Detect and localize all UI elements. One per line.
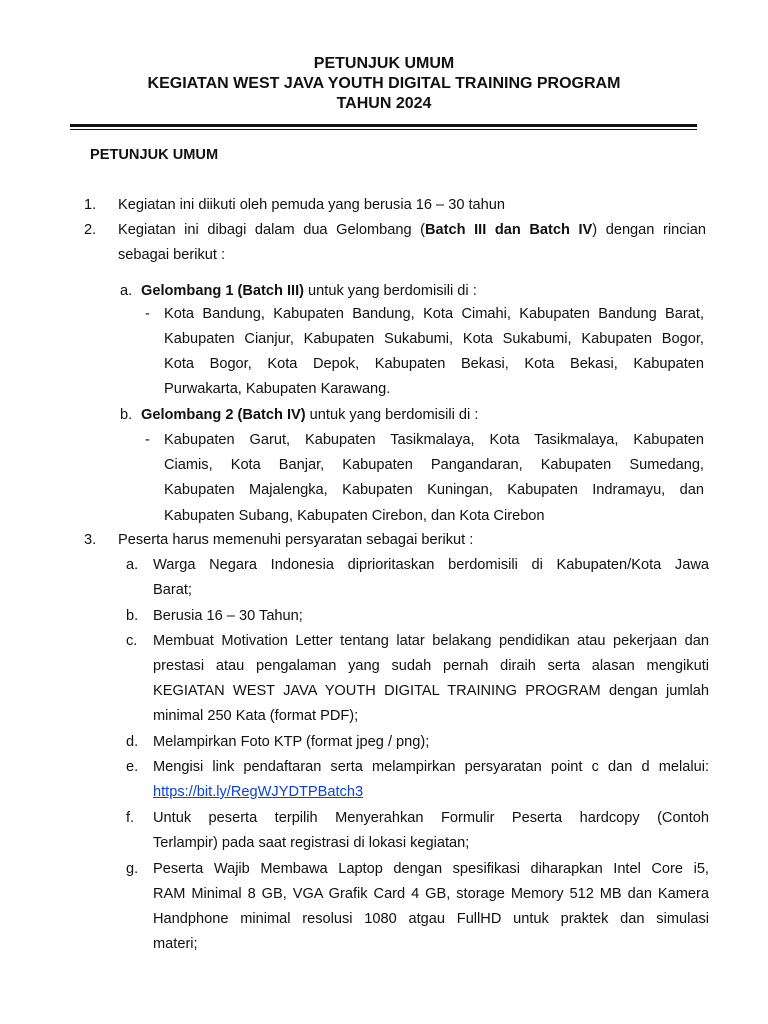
registration-link[interactable]: https://bit.ly/RegWJYDTPBatch3 (153, 784, 364, 800)
item-2b-line: Kabupaten Majalengka, Kabupaten Kuningan, Kabupaten Indramayu, dan (164, 482, 704, 498)
item-2-text-b: ) dengan rincian (592, 222, 706, 238)
item-2a-line: Purwakarta, Kabupaten Karawang. (164, 381, 391, 397)
item-3g-line: Peserta Wajib Membawa Laptop dengan spesifikasi diharapkan Intel Core i5, (153, 861, 709, 877)
item-3g-line: materi; (153, 936, 198, 952)
item-3g-line: RAM Minimal 8 GB, VGA Grafik Card 4 GB, storage Memory 512 MB dan Kamera (153, 886, 709, 902)
item-2-bold: Batch III dan Batch IV (425, 222, 593, 238)
item-3f-line: Terlampir) pada saat registrasi di lokasi kegiatan; (153, 835, 470, 851)
item-2b-line: Kabupaten Garut, Kabupaten Tasikmalaya, Kota Tasikmalaya, Kabupaten (164, 432, 704, 448)
item-3d-line: Melampirkan Foto KTP (format jpeg / png); (153, 734, 430, 750)
item-2a-letter: a. (120, 283, 133, 299)
item-3c-line: prestasi atau pengalaman yang sudah pernah diraih serta alasan mengikuti (153, 658, 709, 674)
item-3c-line: KEGIATAN WEST JAVA YOUTH DIGITAL TRAINING PROGRAM dengan jumlah (153, 683, 709, 699)
item-2-text (118, 218, 706, 244)
item-2b-line: Kabupaten Subang, Kabupaten Cirebon, dan Kota Cirebon (164, 508, 545, 524)
item-2b-text: untuk yang berdomisili di : (305, 407, 479, 423)
item-2a-dash: - (145, 306, 150, 322)
item-2b-dash: - (145, 432, 150, 448)
item-2a-line: Kabupaten Cianjur, Kabupaten Sukabumi, Kota Sukabumi, Kabupaten Bogor, (164, 331, 704, 347)
item-3a-letter: a. (126, 557, 139, 573)
item-2b-line: Ciamis, Kota Banjar, Kabupaten Pangandaran, Kabupaten Sumedang, (164, 457, 704, 473)
item-3g-line: Handphone minimal resolusi 1080 atgau FullHD untuk praktek dan simulasi (153, 911, 709, 927)
header-line-2: KEGIATAN WEST JAVA YOUTH DIGITAL TRAINING PROGRAM (147, 75, 621, 92)
item-2a-bold: Gelombang 1 (Batch III) (141, 283, 304, 299)
item-1-number: 1. (84, 197, 97, 213)
item-3-number: 3. (84, 532, 97, 548)
item-2b-bold: Gelombang 2 (Batch IV) (141, 407, 306, 423)
item-3e-letter: e. (126, 759, 139, 775)
item-2a-line: Kota Bandung, Kabupaten Bandung, Kota Cimahi, Kabupaten Bandung Barat, (164, 306, 704, 322)
item-2a-text: untuk yang berdomisili di : (303, 283, 477, 299)
item-3c-line: Membuat Motivation Letter tentang latar belakang pendidikan atau pekerjaan dan (153, 633, 709, 649)
header-line-1: PETUNJUK UMUM (313, 55, 455, 72)
header-line-3: TAHUN 2024 (336, 95, 432, 112)
item-3a-line: Warga Negara Indonesia diprioritaskan berdomisili di Kabupaten/Kota Jawa (153, 557, 709, 573)
item-3d-letter: d. (126, 734, 139, 750)
item-3f-line: Untuk peserta terpilih Menyerahkan Formulir Peserta hardcopy (Contoh (153, 810, 709, 826)
header-rule-thick (70, 124, 697, 127)
section-heading: PETUNJUK UMUM (90, 147, 219, 163)
item-3c-line: minimal 250 Kata (format PDF); (153, 708, 359, 724)
header-rule-thin (70, 129, 697, 130)
item-3g-letter: g. (126, 861, 139, 877)
item-3b-letter: b. (126, 608, 139, 624)
item-3e-line: Mengisi link pendaftaran serta melampirkan persyaratan point c dan d melalui: (153, 759, 709, 775)
item-2a-line: Kota Bogor, Kota Depok, Kabupaten Bekasi, Kota Bekasi, Kabupaten (164, 356, 704, 372)
item-3a-line: Barat; (153, 582, 192, 598)
item-2b-letter: b. (120, 407, 133, 423)
item-2-text-a: Kegiatan ini dibagi dalam dua Gelombang ( (118, 222, 425, 238)
item-2-number: 2. (84, 222, 97, 238)
item-2b-heading (141, 403, 478, 429)
item-2a-heading (141, 279, 477, 305)
item-2-line-2: sebagai berikut : (118, 247, 226, 263)
item-3b-line: Berusia 16 – 30 Tahun; (153, 608, 303, 624)
item-1-text: Kegiatan ini diikuti oleh pemuda yang berusia 16 – 30 tahun (118, 197, 506, 213)
item-3-text: Peserta harus memenuhi persyaratan sebagai berikut : (118, 532, 474, 548)
item-3c-letter: c. (126, 633, 138, 649)
item-3f-letter: f. (126, 810, 135, 826)
